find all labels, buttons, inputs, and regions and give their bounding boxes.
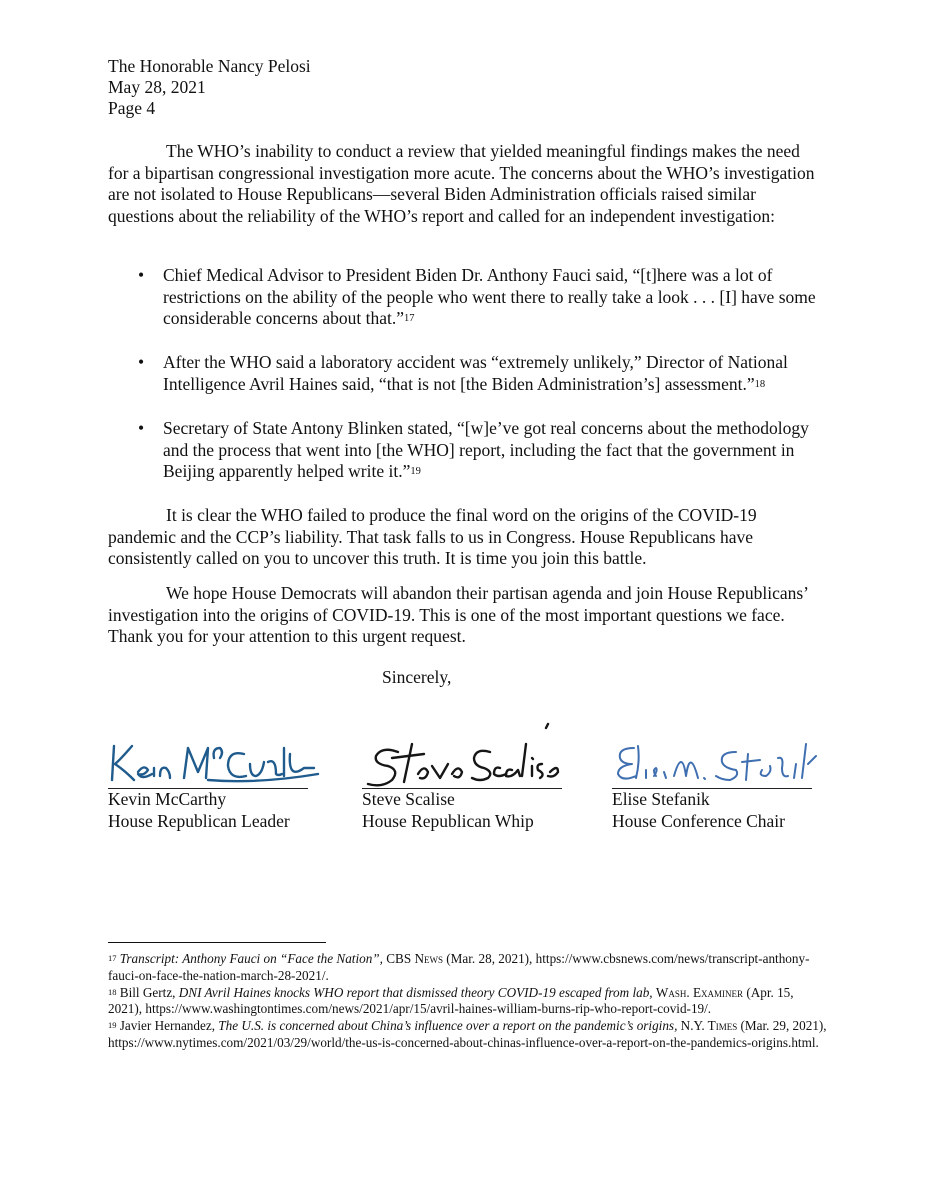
handwritten-signature-mccarthy <box>108 718 328 788</box>
paragraph-who-failed <box>108 505 824 570</box>
paragraph-text: We hope House Democrats will abandon their partisan agenda and join House Republicans’ investigation into the origins of COVID-19. This is one of the most important questions we face. Thank you for your attention to this urgent request. <box>108 583 808 646</box>
signature-block-stefanik <box>612 718 832 832</box>
footnote-ref: 19 <box>410 466 421 477</box>
bullet-text: Chief Medical Advisor to President Biden Dr. Anthony Fauci said, “[t]here was a lot of restrictions on the ability of the people who went there to really take a look . . . [I] have some considerable concerns about that.”$^{17}$ <box>163 265 816 328</box>
signer-title: House Conference Chair <box>612 810 785 831</box>
handwritten-signature-stefanik <box>612 718 832 788</box>
signature-block-mccarthy <box>108 718 328 832</box>
footnote-source: N.Y. Times <box>680 1018 738 1034</box>
date-line: May 28, 2021 <box>108 77 206 97</box>
signer-title: House Republican Whip <box>362 810 534 831</box>
footnote-source: Wash. Examiner <box>655 984 744 1000</box>
closing-salutation: Sincerely, <box>382 667 452 687</box>
bullet-text: After the WHO said a laboratory accident was “extremely unlikely,” Director of National Intelligence Avril Haines said, “that is not [the Biden Administration’s] assessment.”$^{18}$ <box>163 352 788 394</box>
footnote-ref: 18 <box>754 378 766 390</box>
signer-title: House Republican Leader <box>108 810 290 831</box>
bullet-dot: • <box>138 352 145 372</box>
bullet-dot: • <box>138 418 145 438</box>
signer-name: Elise Stefanik <box>612 789 710 809</box>
footnote-18: $^{18}$ Bill Gertz, DNI Avril Haines knocks WHO report that dismissed theory COVID-19 escaped from lab, Wash. Examiner (Apr. 15, 2021), https://www.washingtontimes.com/news/2021/apr/15/avril-haines-william-burns-rip-who-report-covid-19/. <box>108 984 794 1017</box>
paragraph-text: The WHO’s inability to conduct a review that yielded meaningful findings makes the need for a bipartisan congressional investigation more acute. The concerns about the WHO’s investigation are not isolated to House Republicans—several Biden Administration officials raised similar questions about the reliability of the WHO’s report and called for an independent investigation: <box>108 141 815 226</box>
footnote-title: The U.S. is concerned about China’s influence over a report on the pandemic’s origins, <box>218 1018 678 1034</box>
footnote-author: Javier Hernandez, <box>119 1018 219 1034</box>
signature-block-scalise <box>362 718 582 832</box>
paragraph-request <box>108 583 824 648</box>
footnote-rest: (Mar. 29, 2021), https://www.nytimes.com/2021/03/29/world/the-us-is-concerned-about-chinas-influence-over-a-report-on-the-pandemics-origins.html. <box>108 1018 827 1050</box>
signer-name: Kevin McCarthy <box>108 789 227 809</box>
footnotes <box>108 951 828 1052</box>
footnote-title: Transcript: Anthony Fauci on “Face the Nation”, <box>119 951 383 966</box>
signer-name: Steve Scalise <box>362 789 455 809</box>
footnote-author: Bill Gertz, <box>119 984 179 1000</box>
page-number: Page 4 <box>108 98 156 118</box>
footnote-title: DNI Avril Haines knocks WHO report that dismissed theory COVID-19 escaped from lab, <box>178 984 653 1000</box>
bullet-text: Secretary of State Antony Blinken stated, “[w]e’ve got real concerns about the methodology and the process that went into [the WHO] report, including the fact that the government in Beijing apparently helped write it.”$^{19}$ <box>163 418 809 481</box>
letter-header <box>108 56 311 119</box>
footnote-rest: (Mar. 28, 2021), https://www.cbsnews.com/news/transcript-anthony-fauci-on-face-the-nation-march-28-2021/. <box>108 951 810 983</box>
bullet-dot: • <box>138 265 145 285</box>
footnote-ref: 17 <box>404 313 415 324</box>
footnote-separator <box>108 942 326 943</box>
footnote-rest: (Apr. 15, 2021), https://www.washingtontimes.com/news/2021/apr/15/avril-haines-william-burns-rip-who-report-covid-19/. <box>108 984 794 1017</box>
recipient-line: The Honorable Nancy Pelosi <box>108 56 311 76</box>
handwritten-signature-scalise <box>362 718 582 788</box>
footnote-source: CBS News <box>386 951 443 966</box>
paragraph-who-review <box>108 141 824 227</box>
footnote-17: $^{17}$ Transcript: Anthony Fauci on “Face the Nation”, CBS News (Mar. 28, 2021), https://www.cbsnews.com/news/transcript-anthony-fauci-on-face-the-nation-march-28-2021/. <box>108 951 810 983</box>
paragraph-text: It is clear the WHO failed to produce the final word on the origins of the COVID-19 pandemic and the CCP’s liability. That task falls to us in Congress. House Republicans have consistently called on you to uncover this truth. It is time you join this battle. <box>108 505 757 568</box>
footnote-19: $^{19}$ Javier Hernandez, The U.S. is concerned about China’s influence over a report on the pandemic’s origins, N.Y. Times (Mar. 29, 2021), https://www.nytimes.com/2021/03/29/world/the-us-is-concerned-about-chinas-influence-over-a-report-on-the-pandemics-origins.html. <box>108 1018 827 1050</box>
